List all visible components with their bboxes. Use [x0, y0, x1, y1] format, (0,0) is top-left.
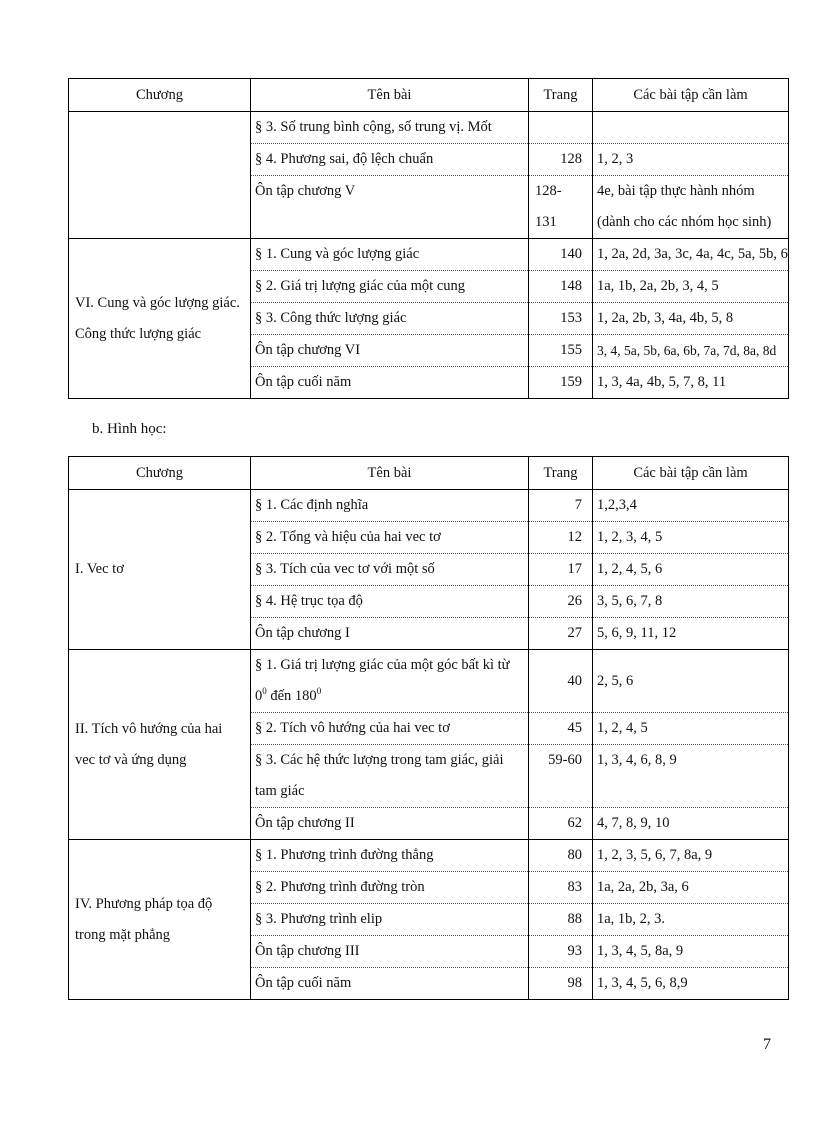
- exercises-cell: 1, 2, 3, 5, 6, 7, 8a, 9: [593, 840, 789, 872]
- exercises-cell: 1, 2, 4, 5, 6: [593, 554, 789, 586]
- header-page: Trang: [529, 457, 593, 490]
- header-exercises: Các bài tập cần làm: [593, 457, 789, 490]
- table-row: [69, 650, 789, 713]
- page-number: 7: [763, 1036, 771, 1053]
- header-page: Trang: [529, 79, 593, 112]
- lesson-cell: [251, 650, 529, 713]
- table-row: [69, 840, 789, 872]
- lesson-cell: Ôn tập chương III: [251, 936, 529, 968]
- page-cell: 40: [529, 650, 593, 713]
- lesson-cell: § 2. Phương trình đường tròn: [251, 872, 529, 904]
- exercises-cell: 3, 5, 6, 7, 8: [593, 586, 789, 618]
- lesson-cell: § 3. Các hệ thức lượng trong tam giác, giải tam giác: [251, 745, 529, 808]
- page-cell: 62: [529, 808, 593, 840]
- exercises-cell: 1, 3, 4, 6, 8, 9: [593, 745, 789, 808]
- page-cell: 128-131: [529, 176, 593, 239]
- lesson-cell: § 2. Giá trị lượng giác của một cung: [251, 271, 529, 303]
- lesson-text: § 1. Giá trị lượng giác của một góc bất kì từ 0: [255, 657, 510, 704]
- exercises-cell: [593, 112, 789, 144]
- page-cell: 80: [529, 840, 593, 872]
- exercises-cell: 3, 4, 5a, 5b, 6a, 6b, 7a, 7d, 8a, 8d: [593, 335, 789, 367]
- page-cell: 7: [529, 490, 593, 522]
- exercises-cell: 1, 3, 4, 5, 8a, 9: [593, 936, 789, 968]
- chapter-cell: I. Vec tơ: [69, 490, 251, 650]
- exercises-cell: 1,2,3,4: [593, 490, 789, 522]
- chapter-cell: VI. Cung và góc lượng giác. Công thức lượng giác: [69, 239, 251, 399]
- exercises-cell: 1, 2a, 2d, 3a, 3c, 4a, 4c, 5a, 5b, 6: [593, 239, 789, 271]
- exercises-cell: 1, 3, 4, 5, 6, 8,9: [593, 968, 789, 1000]
- exercises-cell: 1, 2a, 2b, 3, 4a, 4b, 5, 8: [593, 303, 789, 335]
- lesson-text: đến 180: [266, 688, 317, 704]
- chapter-cell: IV. Phương pháp tọa độ trong mặt phẳng: [69, 840, 251, 1000]
- lesson-cell: § 4. Phương sai, độ lệch chuẩn: [251, 144, 529, 176]
- table-row: [69, 490, 789, 522]
- lesson-cell: § 3. Tích của vec tơ với một số: [251, 554, 529, 586]
- page-cell: 98: [529, 968, 593, 1000]
- exercises-cell: 1, 2, 3, 4, 5: [593, 522, 789, 554]
- lesson-cell: § 1. Cung và góc lượng giác: [251, 239, 529, 271]
- degree-superscript: 0: [316, 686, 322, 697]
- header-exercises: Các bài tập cần làm: [593, 79, 789, 112]
- lesson-cell: § 4. Hệ trục tọa độ: [251, 586, 529, 618]
- exercises-cell: 4, 7, 8, 9, 10: [593, 808, 789, 840]
- exercises-cell: 1, 3, 4a, 4b, 5, 7, 8, 11: [593, 367, 789, 399]
- exercises-cell: 1a, 2a, 2b, 3a, 6: [593, 872, 789, 904]
- header-lesson: Tên bài: [251, 457, 529, 490]
- page-cell: 128: [529, 144, 593, 176]
- page-cell: 93: [529, 936, 593, 968]
- page-cell: 12: [529, 522, 593, 554]
- page-cell: [529, 112, 593, 144]
- lesson-cell: § 3. Số trung bình cộng, số trung vị. Mốt: [251, 112, 529, 144]
- section-b-heading: b. Hình học:: [92, 421, 167, 437]
- lesson-cell: Ôn tập chương VI: [251, 335, 529, 367]
- page-cell: 83: [529, 872, 593, 904]
- exercises-cell: 1a, 1b, 2, 3.: [593, 904, 789, 936]
- page-cell: 17: [529, 554, 593, 586]
- chapter-cell-empty: [69, 112, 251, 239]
- header-chapter: Chương: [69, 457, 251, 490]
- lesson-cell: Ôn tập chương I: [251, 618, 529, 650]
- page-cell: 59-60: [529, 745, 593, 808]
- exercises-cell: 1a, 1b, 2a, 2b, 3, 4, 5: [593, 271, 789, 303]
- lesson-cell: § 3. Phương trình elip: [251, 904, 529, 936]
- degree-superscript: 0: [262, 686, 267, 697]
- lesson-cell: Ôn tập cuối năm: [251, 367, 529, 399]
- lesson-cell: Ôn tập cuối năm: [251, 968, 529, 1000]
- page-cell: 155: [529, 335, 593, 367]
- lesson-cell: § 3. Công thức lượng giác: [251, 303, 529, 335]
- table-row: [69, 239, 789, 271]
- page-cell: 27: [529, 618, 593, 650]
- algebra-syllabus-table: [68, 78, 789, 399]
- lesson-cell: § 2. Tích vô hướng của hai vec tơ: [251, 713, 529, 745]
- exercises-cell: 5, 6, 9, 11, 12: [593, 618, 789, 650]
- exercises-cell: 1, 2, 4, 5: [593, 713, 789, 745]
- page-cell: 88: [529, 904, 593, 936]
- chapter-cell: II. Tích vô hướng của hai vec tơ và ứng dụng: [69, 650, 251, 840]
- header-chapter: Chương: [69, 79, 251, 112]
- table-row: [69, 112, 789, 144]
- lesson-cell: § 1. Phương trình đường thẳng: [251, 840, 529, 872]
- exercises-cell: 4e, bài tập thực hành nhóm (dành cho các nhóm học sinh): [593, 176, 789, 239]
- page-cell: 148: [529, 271, 593, 303]
- header-lesson: Tên bài: [251, 79, 529, 112]
- exercises-cell: 2, 5, 6: [593, 650, 789, 713]
- page-cell: 26: [529, 586, 593, 618]
- geometry-syllabus-table: [68, 456, 789, 1000]
- page-cell: 159: [529, 367, 593, 399]
- page-cell: 140: [529, 239, 593, 271]
- page-cell: 45: [529, 713, 593, 745]
- exercises-cell: 1, 2, 3: [593, 144, 789, 176]
- lesson-cell: § 2. Tổng và hiệu của hai vec tơ: [251, 522, 529, 554]
- lesson-cell: § 1. Các định nghĩa: [251, 490, 529, 522]
- lesson-cell: Ôn tập chương V: [251, 176, 529, 239]
- page-cell: 153: [529, 303, 593, 335]
- table-header-row: [69, 79, 789, 112]
- table-header-row: [69, 457, 789, 490]
- lesson-cell: Ôn tập chương II: [251, 808, 529, 840]
